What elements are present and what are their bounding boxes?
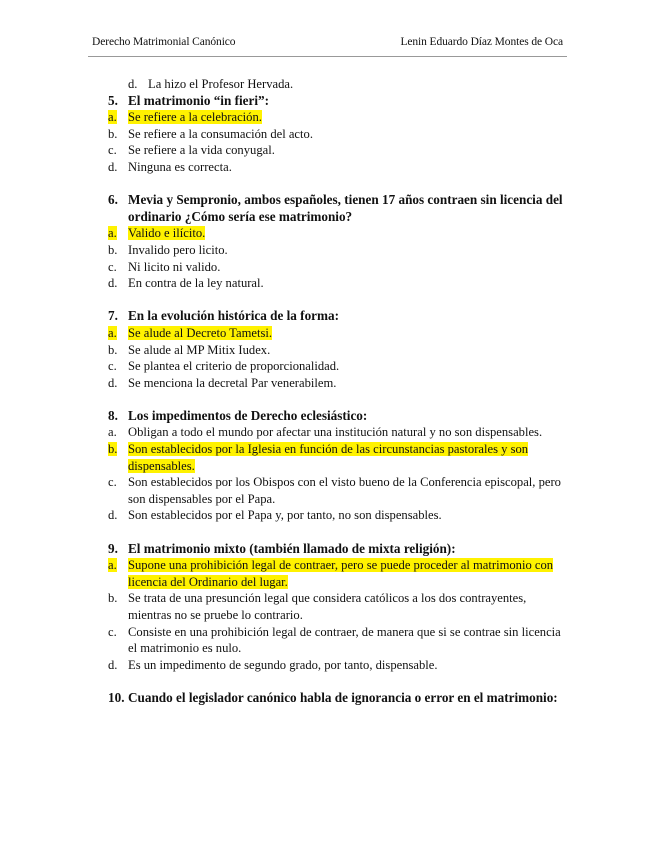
question-block	[108, 408, 568, 524]
answer-option	[108, 507, 568, 524]
highlight-mark: a.	[108, 325, 117, 340]
option-letter: c.	[108, 259, 117, 274]
option-letter: c.	[108, 143, 117, 158]
answer-option-highlighted	[108, 557, 568, 590]
option-text	[128, 557, 568, 590]
question-number: 10.	[108, 689, 125, 705]
header-author: Lenin Eduardo Díaz Montes de Oca	[400, 36, 563, 48]
question-block	[108, 308, 568, 391]
question-spacer	[108, 292, 568, 309]
option-text	[128, 441, 568, 474]
option-letter	[108, 441, 128, 474]
option-letter: d.	[108, 159, 118, 174]
exam-content	[108, 76, 568, 707]
answer-option-highlighted	[108, 109, 568, 126]
answer-option	[108, 142, 568, 159]
question-spacer	[108, 673, 568, 690]
question-number: 8.	[108, 407, 118, 423]
question-heading	[108, 192, 568, 225]
option-letter: c.	[108, 624, 117, 639]
answer-option	[108, 590, 568, 623]
option-text	[128, 325, 568, 342]
highlight-mark: a.	[108, 558, 117, 573]
question-number: 5.	[108, 92, 118, 108]
question-number: 6.	[108, 192, 118, 208]
question-text: Los impedimentos de Derecho eclesiástico:	[128, 407, 368, 423]
highlight-mark: a.	[108, 110, 117, 125]
option-letter	[108, 557, 128, 590]
header-course-title: Derecho Matrimonial Canónico	[92, 36, 236, 48]
answer-option	[108, 358, 568, 375]
highlight-mark: b.	[108, 442, 118, 457]
option-text: Consiste en una prohibición legal de contraer, de manera que si se contrae sin licencia el matrimonio es nulo.	[128, 624, 561, 656]
option-text: En contra de la ley natural.	[128, 276, 264, 291]
question-text: El matrimonio “in fieri”:	[128, 92, 270, 108]
option-text: Es un impedimento de segundo grado, por tanto, dispensable.	[128, 657, 438, 672]
option-text	[128, 225, 568, 242]
question-spacer	[108, 176, 568, 193]
answer-option	[108, 474, 568, 507]
option-text: Se plantea el criterio de proporcionalidad.	[128, 359, 340, 374]
highlight-mark: Son establecidos por la Iglesia en función de las circunstancias pastorales y son dispensables.	[128, 442, 529, 473]
answer-option	[108, 624, 568, 657]
header-divider	[88, 56, 567, 57]
answer-option	[108, 275, 568, 292]
option-letter: d.	[108, 508, 118, 523]
question-heading	[108, 408, 568, 425]
answer-option	[108, 375, 568, 392]
option-text: Se alude al MP Mitix Iudex.	[128, 342, 271, 357]
option-letter	[108, 325, 128, 342]
answer-option	[108, 259, 568, 276]
option-text: Son establecidos por el Papa y, por tanto, no son dispensables.	[128, 508, 442, 523]
question-text: Cuando el legislador canónico habla de ignorancia o error en el matrimonio:	[128, 689, 558, 705]
question-heading	[108, 690, 568, 707]
answer-option-highlighted	[108, 325, 568, 342]
option-letter	[108, 109, 128, 126]
option-letter: d.	[128, 77, 138, 91]
question-spacer	[108, 524, 568, 541]
question-block	[108, 690, 568, 707]
option-letter: c.	[108, 359, 117, 374]
option-text	[128, 109, 568, 126]
question-spacer	[108, 391, 568, 408]
lead-option	[108, 76, 568, 93]
question-text: En la evolución histórica de la forma:	[128, 308, 339, 324]
highlight-mark: a.	[108, 226, 117, 241]
highlight-mark: Se alude al Decreto Tametsi.	[128, 325, 273, 340]
answer-option-highlighted	[108, 225, 568, 242]
option-text: Ninguna es correcta.	[128, 159, 232, 174]
question-number: 9.	[108, 540, 118, 556]
option-text: Son establecidos por los Obispos con el visto bueno de la Conferencia episcopal, pero son dispensables por el Papa.	[128, 475, 561, 506]
question-heading	[108, 308, 568, 325]
answer-option	[108, 657, 568, 674]
page-header	[92, 36, 563, 48]
question-number: 7.	[108, 308, 118, 324]
option-text: Se refiere a la consumación del acto.	[128, 126, 313, 141]
option-letter: d.	[108, 375, 118, 390]
answer-option	[108, 342, 568, 359]
question-text: Mevia y Sempronio, ambos españoles, tienen 17 años contraen sin licencia del ordinario ¿Cómo sería ese matrimonio?	[128, 192, 563, 224]
option-text: Invalido pero licito.	[128, 242, 228, 257]
question-heading	[108, 541, 568, 558]
answer-option-highlighted	[108, 441, 568, 474]
option-text: Ni licito ni valido.	[128, 259, 221, 274]
option-text: Se refiere a la vida conyugal.	[128, 143, 275, 158]
highlight-mark: Valido e ilícito.	[128, 226, 206, 241]
option-letter: b.	[108, 126, 118, 141]
answer-option	[108, 159, 568, 176]
answer-option	[108, 424, 568, 441]
question-text: El matrimonio mixto (también llamado de mixta religión):	[128, 540, 456, 556]
question-block	[108, 541, 568, 674]
option-letter	[108, 225, 128, 242]
option-letter: b.	[108, 591, 118, 606]
option-text: Se menciona la decretal Par venerabilem.	[128, 375, 337, 390]
question-list	[108, 93, 568, 707]
option-letter: d.	[108, 657, 118, 672]
question-block	[108, 192, 568, 292]
option-letter: c.	[108, 475, 117, 490]
option-letter: a.	[108, 425, 117, 440]
highlight-mark: Se refiere a la celebración.	[128, 110, 262, 125]
question-block	[108, 93, 568, 176]
answer-option	[108, 126, 568, 143]
option-letter: d.	[108, 276, 118, 291]
answer-option	[108, 242, 568, 259]
question-heading	[108, 93, 568, 110]
option-letter: b.	[108, 242, 118, 257]
highlight-mark: Supone una prohibición legal de contraer, pero se puede proceder al matrimonio con licencia del Ordinario del lugar.	[128, 558, 554, 589]
option-text: Se trata de una presunción legal que considera católicos a los dos contrayentes, mientras no se pruebe lo contrario.	[128, 591, 527, 622]
option-text: La hizo el Profesor Hervada.	[148, 77, 294, 91]
option-letter: b.	[108, 342, 118, 357]
option-text: Obligan a todo el mundo por afectar una institución natural y no son dispensables.	[128, 425, 543, 440]
